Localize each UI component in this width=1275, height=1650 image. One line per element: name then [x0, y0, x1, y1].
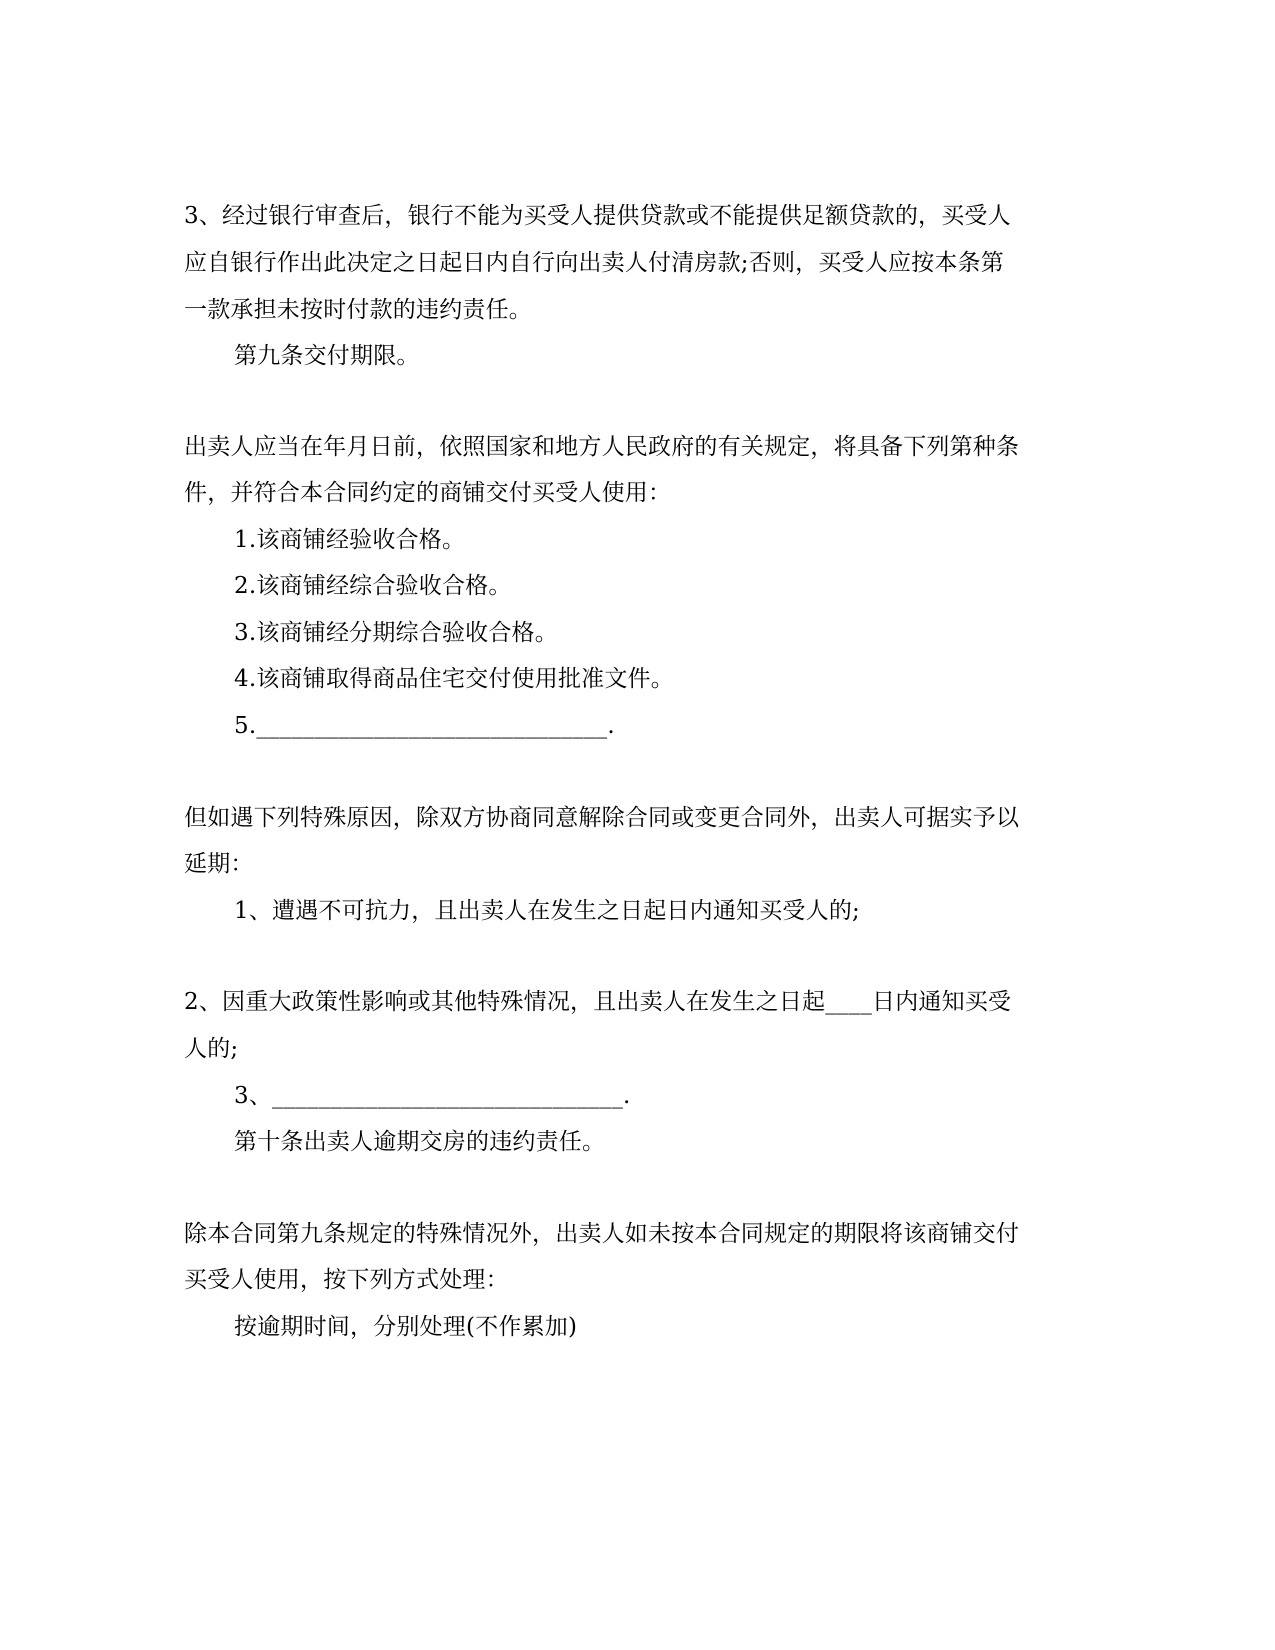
paragraph-line: 延期：	[184, 851, 254, 877]
paragraph-line: 除本合同第九条规定的特殊情况外，出卖人如未按本合同规定的期限将该商铺交付	[184, 1221, 1020, 1247]
paragraph-line: 人的;	[184, 1036, 239, 1062]
list-item: 1、遭遇不可抗力，且出卖人在发生之日起日内通知买受人的;	[234, 898, 860, 924]
paragraph-line: 出卖人应当在年月日前，依照国家和地方人民政府的有关规定，将具备下列第种条	[184, 434, 1020, 460]
paragraph-line: 一款承担未按时付款的违约责任。	[184, 297, 532, 323]
list-item: 1.该商铺经验收合格。	[234, 527, 466, 553]
paragraph-line: 应自银行作出此决定之日起日内自行向出卖人付清房款;否则，买受人应按本条第	[184, 250, 1004, 276]
list-item: 4.该商铺取得商品住宅交付使用批准文件。	[234, 666, 674, 692]
paragraph-line: 但如遇下列特殊原因，除双方协商同意解除合同或变更合同外，出卖人可据实予以	[184, 805, 1020, 831]
paragraph-line: 买受人使用，按下列方式处理：	[184, 1267, 509, 1293]
list-item: 5.______________________________.	[234, 713, 615, 739]
article-heading: 第十条出卖人逾期交房的违约责任。	[234, 1129, 606, 1155]
paragraph-line: 3、经过银行审查后，银行不能为买受人提供贷款或不能提供足额贷款的，买受人	[184, 203, 1011, 229]
list-item: 2.该商铺经综合验收合格。	[234, 573, 512, 599]
article-heading: 第九条交付期限。	[234, 343, 420, 369]
list-item: 3、______________________________.	[234, 1083, 631, 1109]
list-item: 3.该商铺经分期综合验收合格。	[234, 620, 558, 646]
paragraph-line: 件，并符合本合同约定的商铺交付买受人使用：	[184, 480, 672, 506]
paragraph-line: 2、因重大政策性影响或其他特殊情况，且出卖人在发生之日起____日内通知买受	[184, 989, 1012, 1015]
paragraph-line: 按逾期时间，分别处理(不作累加)	[234, 1314, 578, 1340]
